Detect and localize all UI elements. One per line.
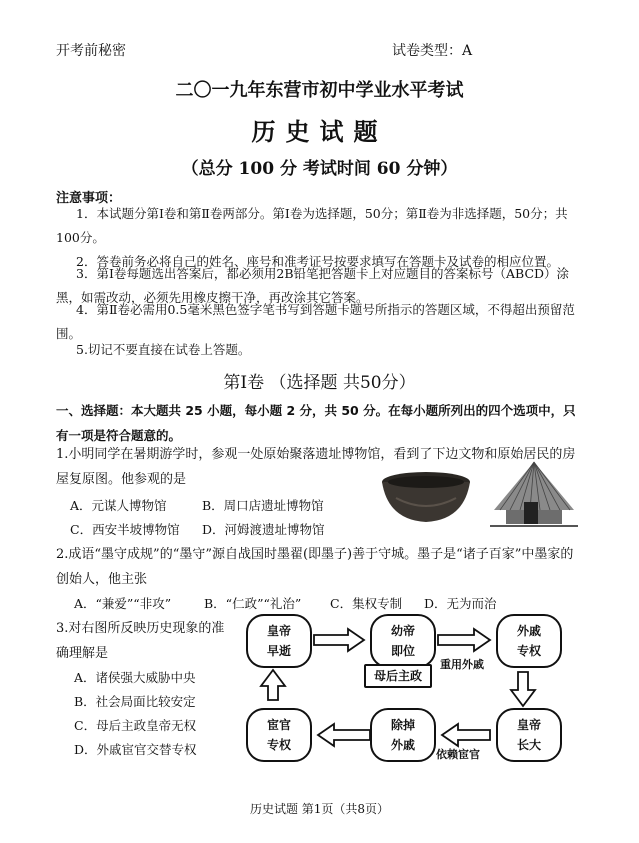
question-3-option-c[interactable]: C．母后主政皇帝无权 [74, 718, 197, 733]
exam-meta: （总分 100 分 考试时间 60 分钟） [181, 159, 458, 179]
label-rely-eunuch: 依赖宦官 [436, 748, 480, 761]
question-1-stem: 1.小明同学在暑期游学时，参观一处原始聚落遗址博物馆，看到了下边文物和原始居民的房屋复原图。他参观的是 [56, 447, 576, 487]
question-2-option-c[interactable]: C．集权专制 [330, 596, 403, 611]
notice-item-5: 5.切记不要直接在试卷上答题。 [76, 342, 251, 357]
question-1-option-d[interactable]: D．河姆渡遗址博物馆 [202, 522, 325, 537]
node-eunuch-power: 宦官专权 [246, 708, 312, 762]
paper-type-label: 试卷类型：A [392, 43, 473, 59]
section-title: 第Ⅰ卷 （选择题 共50分） [223, 373, 416, 393]
node-emperor-grows: 皇帝长大 [496, 708, 562, 762]
thatched-hut-image [486, 458, 582, 532]
node-consort-power: 外戚专权 [496, 614, 562, 668]
question-3-stem: 3.对右图所反映历史现象的准确理解是 [56, 621, 225, 661]
arrow-grows-to-remove [442, 724, 490, 746]
node-remove-consort: 除掉外戚 [370, 708, 436, 762]
subject-title: 历史试题 [251, 117, 388, 146]
notice-item-1: 1．本试题分第Ⅰ卷和第Ⅱ卷两部分。第Ⅰ卷为选择题，50分；第Ⅱ卷为非选择题，50分；共100分。 [56, 206, 568, 245]
arrow-eunuch-to-dies [261, 670, 285, 700]
question-2-option-b[interactable]: B．“仁政”“礼治” [204, 596, 302, 611]
arrow-remove-to-eunuch [318, 724, 370, 746]
question-3-option-d[interactable]: D．外戚宦官交替专权 [74, 742, 197, 757]
node-empress-rule: 母后主政 [364, 664, 432, 688]
question-3-option-b[interactable]: B．社会局面比较安定 [74, 694, 196, 709]
arrow-consort-to-grows [511, 672, 535, 706]
section-instruction: 一、选择题：本大题共 25 小题，每小题 2 分，共 50 分。在每小题所列出的四个选项中，只有一项是符合题意的。 [56, 403, 576, 443]
node-emperor-dies: 皇帝早逝 [246, 614, 312, 668]
question-3-option-a[interactable]: A．诸侯强大威胁中央 [74, 670, 196, 685]
arrow-young-to-consort [438, 629, 490, 651]
question-1-option-c[interactable]: C．西安半坡博物馆 [70, 522, 180, 537]
label-use-consort: 重用外戚 [440, 658, 484, 671]
question-2-option-a[interactable]: A．“兼爱”“非攻” [74, 596, 172, 611]
question-1-option-a[interactable]: A．元谋人博物馆 [70, 498, 167, 513]
node-young-emperor: 幼帝即位 [370, 614, 436, 668]
arrow-dies-to-young [314, 629, 364, 651]
question-2-option-d[interactable]: D．无为而治 [424, 596, 497, 611]
notice-item-4: 4．第Ⅱ卷必需用0.5毫米黑色签字笔书写到答题卡题号所指示的答题区域，不得超出预留范围。 [56, 302, 575, 341]
pottery-bowl-image [376, 468, 476, 528]
page-footer: 历史试题 第1页（共8页） [249, 802, 390, 816]
question-1-option-b[interactable]: B．周口店遗址博物馆 [202, 498, 324, 513]
notice-item-3: 3．第Ⅰ卷每题选出答案后，都必须用2B铅笔把答题卡上对应题目的答案标号（ABCD）涂黑，如需改动，必须先用橡皮擦干净，再改涂其它答案。 [56, 266, 570, 305]
secret-label: 开考前秘密 [56, 43, 126, 59]
exam-title: 二〇一九年东营市初中学业水平考试 [175, 80, 464, 101]
question-2-stem: 2.成语“墨守成规”的“墨守”源自战国时墨翟(即墨子)善于守城。墨子是“诸子百家”中墨家的创始人，他主张 [56, 547, 574, 587]
notice-item-2: 2．答卷前务必将自己的姓名、座号和准考证号按要求填写在答题卡及试卷的相应位置。 [76, 254, 559, 269]
notice-heading: 注意事项： [56, 191, 122, 206]
